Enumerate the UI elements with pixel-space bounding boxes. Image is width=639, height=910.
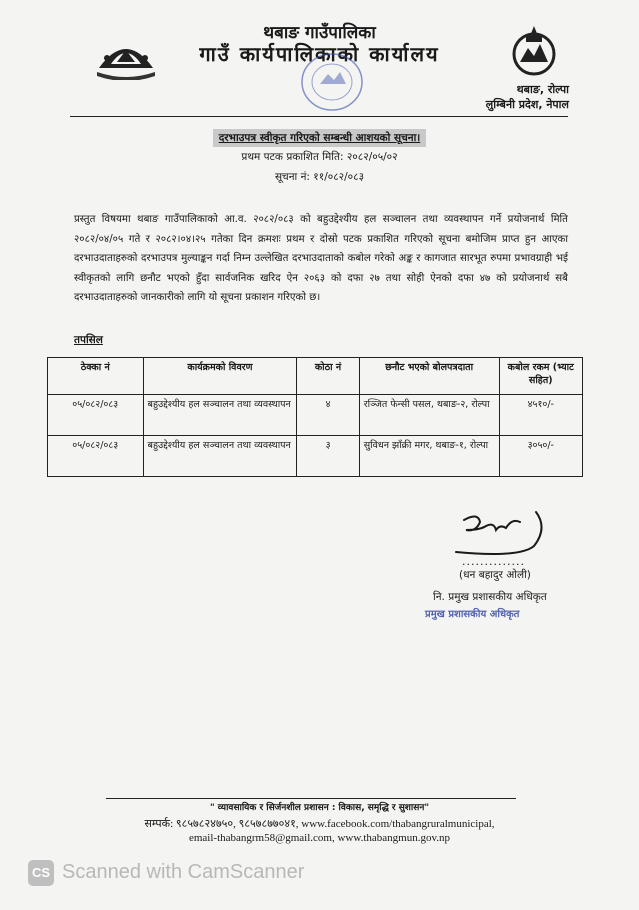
cell-room-no: ३: [297, 436, 359, 477]
notice-title: [0, 126, 639, 147]
notice-body: प्रस्तुत विषयमा थबाङ गाउँपालिकाको आ.व. २०८२/०८३ को बहुउद्देश्यीय हल सञ्चालन तथा व्यवस्थापन गर्ने प्रयोजनार्थ मिति २०८२/०४/०५ गते र २०८२।०४।२५ गतेका दिन क्रमशः प्रथम र दोस्रो पटक प्रकाशित गरिएको सूचना बमोजिम प्राप्त हुन आएका दरभाउदाताहरुको दरभाउपत्र मुल्याङ्कन गर्दा निम्न उल्लेखित दरभाउदाताको कबोल गरेको अङ्क र कागजात सारभूत रुपमा प्रभावग्राही भई स्वीकृतको लागि छनौट भएको हुँदा सार्वजनिक खरिद ऐन २०६३ को दफा २७ तथा सोही ऐनको दफा ४७ को प्रयोजनार्थ सबै दरभाउदाताहरुको जानकारीको लागि यो सूचना प्रकाशन गरिएको छ।: [74, 214, 568, 303]
header-bidder: छनौट भएको बोलपत्रदाता: [359, 358, 499, 395]
footer-contact: सम्पर्क: ९८५७८२४७५०, ९८५७८७७०४१, www.facebook.com/thabangruralmunicipal,: [144, 818, 495, 830]
office-name: गाउँ कार्यपालिकाको कार्यालय: [199, 42, 440, 66]
address-line-1: थबाङ, रोल्पा: [516, 83, 569, 96]
signatory-name: (धन बहादुर ओली): [459, 569, 531, 581]
cell-amount: ४५१०/-: [499, 395, 582, 436]
footer-divider: [106, 798, 516, 799]
table-header-row: [48, 358, 583, 395]
header-amount: कबोल रकम (भ्याट सहित): [499, 358, 582, 395]
cell-contract-no: ०५/०८२/०८३: [48, 395, 144, 436]
header-room-no: कोठा नं: [297, 358, 359, 395]
cell-program: बहुउद्देश्यीय हल सञ्चालन तथा व्यवस्थापन: [143, 395, 297, 436]
office-stamp-icon: [298, 50, 366, 114]
header-contract-no: ठेक्का नं: [48, 358, 144, 395]
cell-bidder: रञ्जित फेन्सी पसल, थबाङ-२, रोल्पा: [359, 395, 499, 436]
bidder-table: [47, 357, 583, 477]
header-program: कार्यक्रमको विवरण: [143, 358, 297, 395]
published-date: प्रथम पटक प्रकाशित मिति: २०८२/०५/०२: [241, 151, 398, 163]
cell-bidder: सुविधन झाँक्री मगर, थबाङ-१, रोल्पा: [359, 436, 499, 477]
footer-slogan: " व्यावसायिक र सिर्जनशील प्रशासन : विकास, समृद्धि र सुशासन": [209, 803, 430, 813]
letterhead-divider: [70, 116, 568, 117]
camscanner-logo-icon: CS: [28, 860, 54, 886]
signatory-designation: नि. प्रमुख प्रशासकीय अधिकृत: [433, 591, 547, 603]
signature-line: ..............: [462, 555, 525, 568]
handwritten-signature-icon: [450, 508, 560, 558]
cell-amount: ३०५०/-: [499, 436, 582, 477]
details-heading: तपसिल: [74, 334, 103, 346]
designation-stamp: प्रमुख प्रशासकीय अधिकृत: [425, 609, 520, 620]
notice-title-text: दरभाउपत्र स्वीकृत गरिएको सम्बन्धी आशयको सूचना।: [213, 129, 427, 147]
municipality-logo-icon: [510, 24, 558, 78]
camscanner-watermark: Scanned with CamScanner: [62, 861, 305, 883]
address-line-2: लुम्बिनी प्रदेश, नेपाल: [485, 98, 569, 111]
cell-contract-no: ०५/०८२/०८३: [48, 436, 144, 477]
table-row: [48, 395, 583, 436]
notice-number: सूचना नं: ११/०८२/०८३: [274, 171, 365, 183]
municipality-name: थबाङ गाउँपालिका: [263, 23, 376, 43]
table-row: [48, 436, 583, 477]
cell-program: बहुउद्देश्यीय हल सञ्चालन तथा व्यवस्थापन: [143, 436, 297, 477]
cell-room-no: ४: [297, 395, 359, 436]
footer-email: email-thabangrm58@gmail.com, www.thabangmun.gov.np: [188, 832, 451, 844]
